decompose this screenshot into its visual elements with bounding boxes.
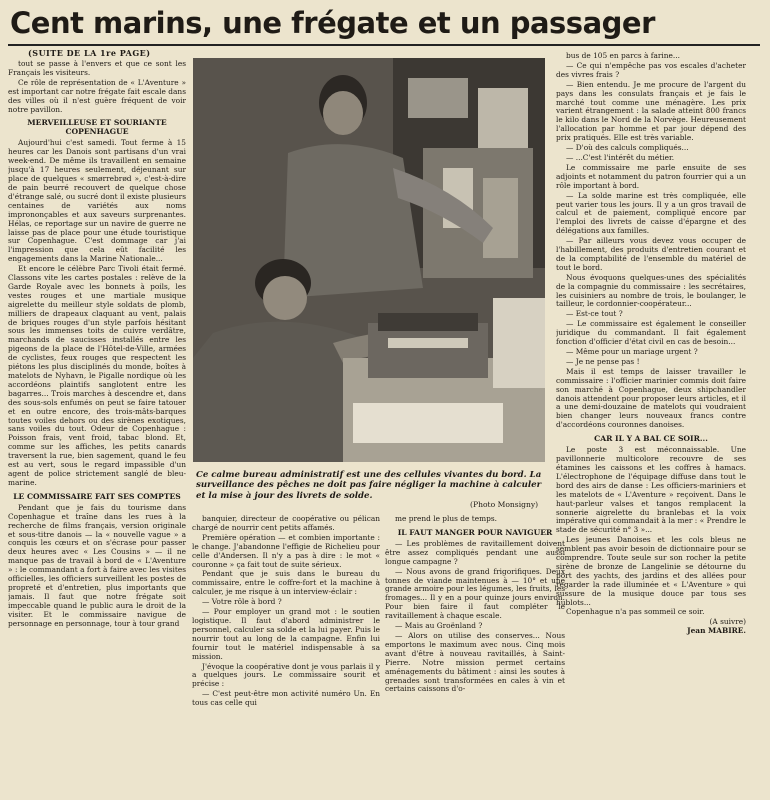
paragraph: — Est-ce tout ? xyxy=(566,309,623,319)
paragraph: me prend le plus de temps. xyxy=(395,515,497,523)
paragraph: Ce rôle de représentation de « L'Aventure » est important car notre frégate fait escale dans des villes où il n'est guère fréquent de voir notre pavillon. xyxy=(8,77,186,114)
paragraph: J'évoque la coopérative dont je vous parlais il y a quelques jours. Le commissaire sourit et précise : xyxy=(192,661,380,689)
paragraph: Et encore le célèbre Parc Tivoli était fermé. Classons vite les cartes postales : relève de la Garde Royale avec les bonnets à poils, les vestes rouges et une martiale musique aigrelette du meilleur style soldats de plomb, milliers de drapeaux claquant au vent, palais de briques rouges d'un style parfois hésitant sous les immenses toits de cuivre verdâtre, marchands de saucisses installés entre les pigeons de la place de l'Hôtel-de-Ville, armées de cyclistes, feux rouges que respectent les piétons les plus disciplinés du monde, boîtes à matelots de Nyhavn, le Pigalle nordique où les accordéons plaintifs sanglotent entre les bagarres... Trois marches à descendre et, dans des sous-sols enfumés on peut se faire tatouer et en outre encore, des trois-mâts-barques toutes voiles dehors ou des sirènes exotiques, sans voiles du tout. Odeur de Copenhague : Poisson frais, vent froid, tabac blond. Et, comme sur les affiches, les petits canards traversent la rue, bien sagement, quand le feu est au vert, sous le regard impassible d'un agent de police strictement sanglé de bleu-marine. xyxy=(8,264,186,487)
photo-office xyxy=(193,58,545,462)
section-heading: MERVEILLEUSE ET SOURIANTE COPENHAGUE xyxy=(27,118,167,137)
section-heading: CAR IL Y A BAL CE SOIR... xyxy=(594,434,708,444)
column-left xyxy=(8,60,186,794)
paragraph: — Ce qui n'empêche pas vos escales d'acheter des vivres frais ? xyxy=(556,60,746,79)
continuation-note: (SUITE DE LA 1re PAGE) xyxy=(28,48,151,58)
photo-credit: (Photo Monsigny) xyxy=(470,500,539,509)
column-middle-right xyxy=(385,515,565,795)
paragraph: — Les problèmes de ravitaillement doivent être assez compliqués pendant une aussi longue campagne ? xyxy=(385,538,565,566)
paragraph: Nous évoquons quelques-unes des spécialités de la compagnie du commissaire : les secrétaires, les cuisiniers au nombre de trois, le boulanger, le tailleur, le cordonnier-coopérateur... xyxy=(556,272,746,309)
paragraph: — Votre rôle à bord ? xyxy=(202,597,282,607)
paragraph: — Pour employer un grand mot : le soutien logistique. Il faut d'abord administrer le personnel, calculer sa solde et la lui payer. Puis le nourrir tout au long de la campagne. Enfin lui fournir tout le matériel indispensable à sa mission. xyxy=(192,607,380,661)
section-heading: LE COMMISSAIRE FAIT SES COMPTES xyxy=(13,491,181,501)
paragraph: — D'où des calculs compliqués... xyxy=(566,143,689,153)
paragraph: Copenhague n'a pas sommeil ce soir. xyxy=(566,607,705,617)
paragraph: — La solde marine est très compliquée, elle peut varier tous les jours. Il y a un gros travail de calcul et de paiement, compliqué encore par l'emploi des livrets de caisse d'épargne et des délégations aux familles. xyxy=(556,190,746,236)
paragraph: — Par ailleurs vous devez vous occuper de l'habillement, des produits d'entretien courant et de la comptabilité de l'ensemble du matériel de tout le bord. xyxy=(556,236,746,272)
paragraph: banquier, directeur de coopérative ou pélican chargé de nourrir cent petits affamés. xyxy=(192,515,380,532)
author-signature: Jean MABIRE. xyxy=(687,626,746,636)
paragraph: — Mais au Groënland ? xyxy=(395,621,483,631)
paragraph: Les jeunes Danoises et les cols bleus ne semblent pas avoir besoin de dictionnaire pour se comprendre. Toute seule sur son rocher la petite sirène de bronze de Langelinie se détourne du port des yachts, des jardins et des allées pour regarder la rade illuminée et « L'Aventure » qui sussure de la musique douce par tous ses hublots... xyxy=(556,535,746,607)
paragraph: Mais il est temps de laisser travailler le commissaire : l'officier marinier commis doit faire son marché à Copenhague, deux shipchandler danois attendent pour proposer leurs articles, et il a une demi-douzaine de matelots qui voudraient bien changer leurs nouveaux francs contre d'accordéons couronnes danoises. xyxy=(556,366,746,430)
paragraph: — ...C'est l'intérêt du métier. xyxy=(566,152,675,162)
paragraph: Première opération — et combien importante : le change. J'abandonne l'effigie de Richelieu pour celle d'Andersen. Il n'y a pas à dire : le mot « couronne » ça fait tout de suite sérieux. xyxy=(192,532,380,569)
section-heading: IL FAUT MANGER POUR NAVIGUER xyxy=(397,527,553,537)
headline: Cent marins, une frégate et un passager xyxy=(10,6,655,40)
to-be-continued: (A suivre) xyxy=(709,617,746,627)
column-middle-left xyxy=(192,515,380,795)
paragraph: — Bien entendu. Je me procure de l'argent du pays dans les consulats français et je fais le marché tout comme une ménagère. Les prix varient étrangement : la salade atteint 800 francs le kilo dans le Nord de la Norvège. Heureusement l'allocation par homme et par jour dépend des prix pratiqués. Elle est très variable. xyxy=(556,79,746,143)
photo-illustration xyxy=(193,58,545,462)
paragraph: Le poste 3 est méconnaissable. Une pavillonnerie multicolore recouvre de ses étamines les caissons et les coffres à hamacs. L'électrophone de l'équipage diffuse dans tout le bord des airs de danse : Les officiers-mariniers et les matelots de « L'Aventure » reçoivent. Dans le haut-parleur valses et tangos remplacent la sonnerie aigrelette du branlebas et la voix impérative qui commandait à la mer : « Prendre le stade de sécurité n° 3 »... xyxy=(556,445,746,535)
column-right xyxy=(556,52,746,792)
paragraph: Le commissaire me parle ensuite de ses adjoints et notamment du patron fourrier qui a un rôle important à bord. xyxy=(556,162,746,190)
paragraph: — Je ne pense pas ! xyxy=(566,356,640,366)
paragraph: — Nous avons de grand frigorifiques. Deux tonnes de viande maintenues à — 10° et une grande armoire pour les légumes, les fruits, les fromages... Il y en a pour quinze jours environ. Pour bien faire il faut compléter le ravitaillement à chaque escale. xyxy=(385,566,565,621)
paragraph: — C'est peut-être mon activité numéro Un. En tous cas celle qui xyxy=(192,689,380,708)
paragraph: tout se passe à l'envers et que ce sont les Français les visiteurs. xyxy=(8,60,186,77)
paragraph: Aujourd'hui c'est samedi. Tout ferme à 15 heures car les Danois sont partisans d'un vrai week-end. De même ils travaillent en semaine jusqu'à 17 heures seulement, déjeunant sur place de quelques « smørrebrød », c'est-à-dire de pain beurré recouvert de quelque chose d'étrange salé, ou sucré dont il existe plusieurs centaines de variétés aux noms imprononçables et aux saveurs surprenantes. Hélas, ce reportage sur un navire de guerre ne laisse pas de place pour une étude touristique sur Copenhague. C'est dommage car j'ai l'impression que cela eût facilité les engagements dans la Marine Nationale... xyxy=(8,138,186,264)
paragraph: — Le commissaire est également le conseiller juridique du commandant. Il fait également fonction d'officier d'état civil en cas de besoin... xyxy=(556,319,746,347)
paragraph: Pendant que je fais du tourisme dans Copenhague et traîne dans les rues à la recherche de films français, version originale et sous-titre danois — la « nouvelle vague » a conquis les cœurs et on s'écrase pour passer deux heures avec « Les Cousins » — il ne manque pas de travail à bord de « L'Aventure » : le commandant a fort à faire avec les visites officielles, les officiers surveillent les postes de propreté et d'entretien, plus importants que jamais. Il faut que notre frégate soit impeccable quand le public aura le droit de la visiter. Et le commissaire navigue de personnage en personnage, tour à tour grand xyxy=(8,502,186,628)
paragraph: Pendant que je suis dans le bureau du commissaire, entre le coffre-fort et la machine à calculer, je me risque à un interview-éclair : xyxy=(192,569,380,597)
photo-caption: Ce calme bureau administratif est une des cellules vivantes du bord. La surveillance des pêches ne doit pas faire négliger la machine à calculer et la mise à jour des livrets de solde. xyxy=(196,470,542,501)
headline-rule xyxy=(8,44,760,46)
paragraph: — Même pour un mariage urgent ? xyxy=(566,347,698,356)
paragraph: bus de 105 en parcs à farine... xyxy=(566,52,680,60)
paragraph: — Alors on utilise des conserves... Nous emportons le maximum avec nous. Cinq mois avant d'être à nouveau ravitaillés, à Saint-Pierre. Notre mission permet certains aménagements du bâtiment : ainsi les soutes à grenades sont transformées en cales à vin et certains caissons d'o- xyxy=(385,630,565,694)
